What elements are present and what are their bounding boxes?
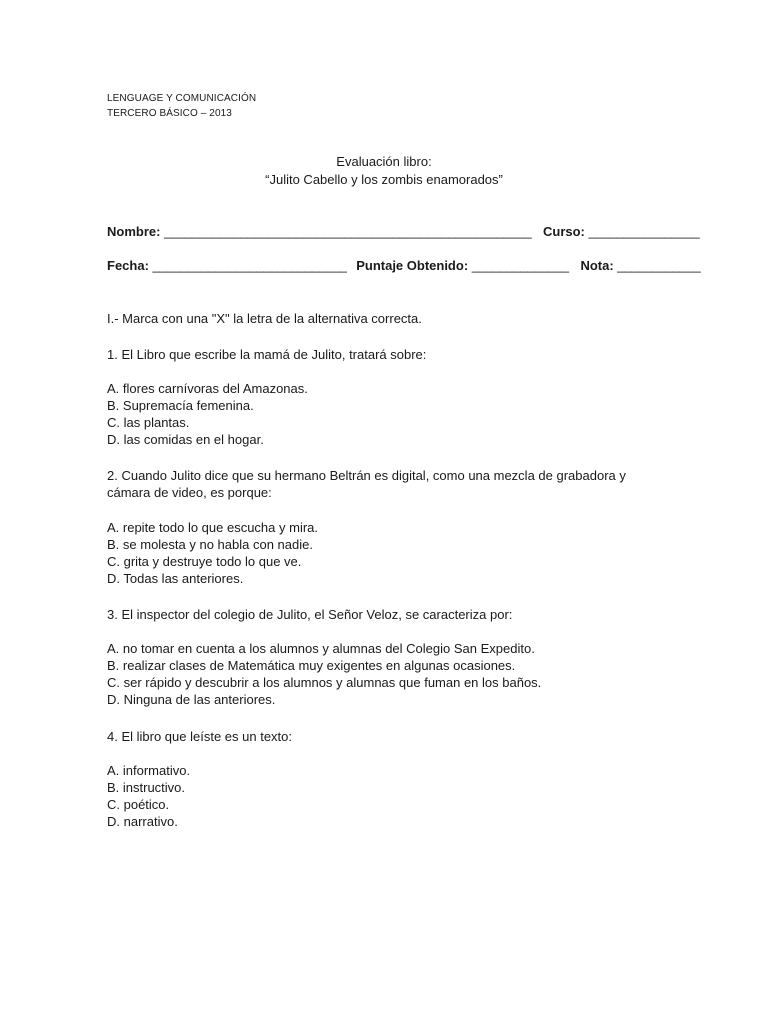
nombre-blank[interactable]: _____________________________________________________ [164, 224, 532, 239]
option-a[interactable]: A. informativo. [107, 763, 191, 778]
option-c[interactable]: C. poético. [107, 797, 170, 812]
question-2-options [107, 519, 318, 587]
grade-line: TERCERO BÁSICO – 2013 [107, 108, 232, 119]
puntaje-label: Puntaje Obtenido: [356, 258, 469, 273]
question-4: 4. El libro que leíste es un texto: [107, 729, 292, 744]
option-b[interactable]: B. se molesta y no habla con nadie. [107, 537, 313, 552]
subject-line: LENGUAGE Y COMUNICACIÓN [107, 93, 257, 104]
document-header [107, 91, 256, 121]
nota-label: Nota: [580, 258, 614, 273]
question-3: 3. El inspector del colegio de Julito, el Señor Veloz, se caracteriza por: [107, 607, 513, 622]
question-1: 1. El Libro que escribe la mamá de Julito, tratará sobre: [107, 347, 427, 362]
question-4-options [107, 762, 190, 830]
option-d[interactable]: D. Todas las anteriores. [107, 571, 244, 586]
curso-label: Curso: [543, 224, 585, 239]
option-c[interactable]: C. grita y destruye todo lo que ve. [107, 554, 302, 569]
name-course-row [107, 224, 700, 239]
nota-blank[interactable]: ____________ [617, 258, 701, 273]
question-1-options [107, 380, 308, 448]
option-c[interactable]: C. las plantas. [107, 415, 190, 430]
option-d[interactable]: D. Ninguna de las anteriores. [107, 692, 276, 707]
title-line-1: Evaluación libro: [336, 154, 432, 169]
option-a[interactable]: A. flores carnívoras del Amazonas. [107, 381, 308, 396]
date-score-row [107, 258, 701, 273]
instruction-text: I.- Marca con una "X" la letra de la alternativa correcta. [107, 311, 422, 326]
question-3-options [107, 640, 541, 708]
option-b[interactable]: B. realizar clases de Matemática muy exigentes en algunas ocasiones. [107, 658, 516, 673]
nombre-label: Nombre: [107, 224, 161, 239]
option-d[interactable]: D. las comidas en el hogar. [107, 432, 264, 447]
option-d[interactable]: D. narrativo. [107, 814, 178, 829]
option-a[interactable]: A. no tomar en cuenta a los alumnos y alumnas del Colegio San Expedito. [107, 641, 535, 656]
curso-blank[interactable]: ________________ [588, 224, 700, 239]
exam-title [0, 153, 768, 189]
fecha-blank[interactable]: ____________________________ [152, 258, 347, 273]
puntaje-blank[interactable]: ______________ [471, 258, 569, 273]
option-c[interactable]: C. ser rápido y descubrir a los alumnos y alumnas que fuman en los baños. [107, 675, 542, 690]
option-a[interactable]: A. repite todo lo que escucha y mira. [107, 520, 319, 535]
fecha-label: Fecha: [107, 258, 149, 273]
title-line-2: “Julito Cabello y los zombis enamorados” [265, 172, 503, 187]
option-b[interactable]: B. instructivo. [107, 780, 186, 795]
question-2: 2. Cuando Julito dice que su hermano Beltrán es digital, como una mezcla de grabadora y cámara de video, es porque: [107, 468, 626, 500]
option-b[interactable]: B. Supremacía femenina. [107, 398, 254, 413]
